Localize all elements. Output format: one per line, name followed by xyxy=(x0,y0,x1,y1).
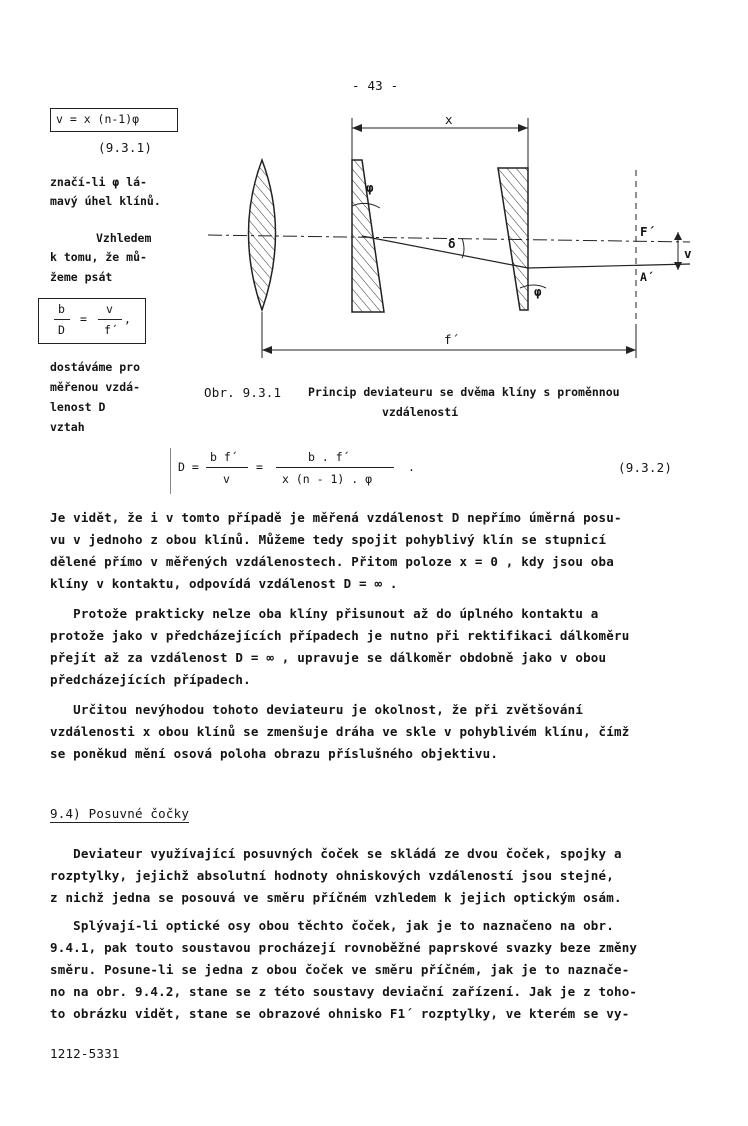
label-delta: δ xyxy=(448,236,456,251)
lens-shape xyxy=(249,160,276,310)
label-a-prime: A´ xyxy=(640,270,654,284)
margin-note-line: žeme psát xyxy=(50,270,113,284)
figure-caption: vzdáleností xyxy=(382,405,459,419)
paragraph-line: předcházejících případech. xyxy=(50,672,251,687)
margin-note-line: lenost D xyxy=(50,400,106,414)
label-phi: φ xyxy=(534,284,542,299)
margin-note-line: Vzhledem xyxy=(96,231,152,245)
paragraph-line: protože jako v předcházejících případech je nutno při rektifikaci dálkoměru xyxy=(50,628,630,643)
eq-frac1-num: b f´ xyxy=(210,450,238,464)
paragraph-line: klíny v kontaktu, odpovídá vzdálenost D = ∞ . xyxy=(50,576,398,591)
margin-formula-number: (9.3.1) xyxy=(98,140,153,155)
eq-number: (9.3.2) xyxy=(618,460,673,475)
paragraph-line: rozptylky, jejichž absolutní hodnoty ohniskových vzdáleností jsou stejné, xyxy=(50,868,614,883)
figure-caption: Princip deviateuru se dvěma klíny s proměnnou xyxy=(308,385,620,399)
eq-frac2-den: x (n - 1) . φ xyxy=(282,472,373,486)
margin-note-line: značí-li φ lá- xyxy=(50,175,147,189)
label-f-prime: F´ xyxy=(640,224,656,239)
label-v: v xyxy=(684,246,692,261)
eq-frac1-den: v xyxy=(223,472,230,486)
equation-margin-mark xyxy=(170,448,171,494)
paragraph-line: Je vidět, že i v tomto případě je měřená vzdálenost D nepřímo úměrná posu- xyxy=(50,510,622,525)
eq-lhs: D = xyxy=(178,460,199,474)
paragraph-line: no na obr. 9.4.2, stane se z této soustavy deviační zařízení. Jak je z toho- xyxy=(50,984,638,999)
paragraph-line: dělené přímo v měřených vzdálenostech. Přitom poloze x = 0 , kdy jsou oba xyxy=(50,554,614,569)
eq-frac2-bar xyxy=(276,467,394,468)
paragraph-line: přejít až za vzdálenost D = ∞ , upravuje se dálkoměr obdobně jako v obou xyxy=(50,650,607,665)
footer-code: 1212-5331 xyxy=(50,1046,120,1061)
ratio-D: D xyxy=(58,323,65,337)
paragraph-line: 9.4.1, pak touto soustavou procházejí rovnoběžné paprskové svazky beze změny xyxy=(50,940,638,955)
paragraph-line: to obrázku vidět, stane se obrazové ohnisko F1´ rozptylky, ve kterém se vy- xyxy=(50,1006,630,1021)
page-number: - 43 - xyxy=(352,78,399,93)
figure-caption-label: Obr. 9.3.1 xyxy=(204,385,282,400)
paragraph-line: Určitou nevýhodou tohoto deviateuru je okolnost, že při zvětšování xyxy=(50,702,584,717)
paragraph-line: vu v jednoho z obou klínů. Můžeme tedy spojit pohyblivý klín se stupnicí xyxy=(50,532,607,547)
margin-note-line: k tomu, že mů- xyxy=(50,250,147,264)
eq-frac1-bar xyxy=(206,467,248,468)
deviated-ray xyxy=(362,236,528,268)
ratio-v: v xyxy=(106,302,113,316)
eq-dot: . xyxy=(408,460,415,474)
paragraph-line: Deviateur využívající posuvných čoček se skládá ze dvou čoček, spojky a xyxy=(50,846,622,861)
eq-frac2-num: b . f´ xyxy=(308,450,350,464)
label-x: x xyxy=(445,112,453,127)
paragraph-line: Splývají-li optické osy obou těchto čoček, jak je to naznačeno na obr. xyxy=(50,918,614,933)
margin-note-line: mavý úhel klínů. xyxy=(50,194,161,208)
paragraph-line: Protože prakticky nelze oba klíny přisunout až do úplného kontaktu a xyxy=(50,606,599,621)
ratio-f: f´ xyxy=(104,323,118,337)
eq-equals: = xyxy=(256,460,263,474)
paragraph-line: se poněkud mění osová poloha obrazu příslušného objektivu. xyxy=(50,746,499,761)
margin-note-line: dostáváme pro xyxy=(50,360,141,374)
paragraph-line: směru. Posune-li se jedna z obou čoček ve směru příčném, jak je to naznače- xyxy=(50,962,630,977)
paragraph-line: vzdálenosti x obou klínů se zmenšuje dráha ve skle v pohyblivém klínu, čímž xyxy=(50,724,630,739)
ratio-eq: = xyxy=(80,312,87,326)
label-phi: φ xyxy=(366,180,374,195)
paragraph-line: z nichž jedna se posouvá ve směru příčném vzhledem k jejich optickým osám. xyxy=(50,890,622,905)
margin-formula: v = x (n-1)φ xyxy=(56,112,140,126)
margin-note-line: měřenou vzdá- xyxy=(50,380,141,394)
ratio-b: b xyxy=(58,302,65,316)
section-heading: 9.4) Posuvné čočky xyxy=(50,806,190,821)
output-ray xyxy=(528,264,690,268)
label-f-length: f´ xyxy=(444,332,460,347)
margin-note-line: vztah xyxy=(50,420,85,434)
ratio-comma: , xyxy=(124,312,131,326)
